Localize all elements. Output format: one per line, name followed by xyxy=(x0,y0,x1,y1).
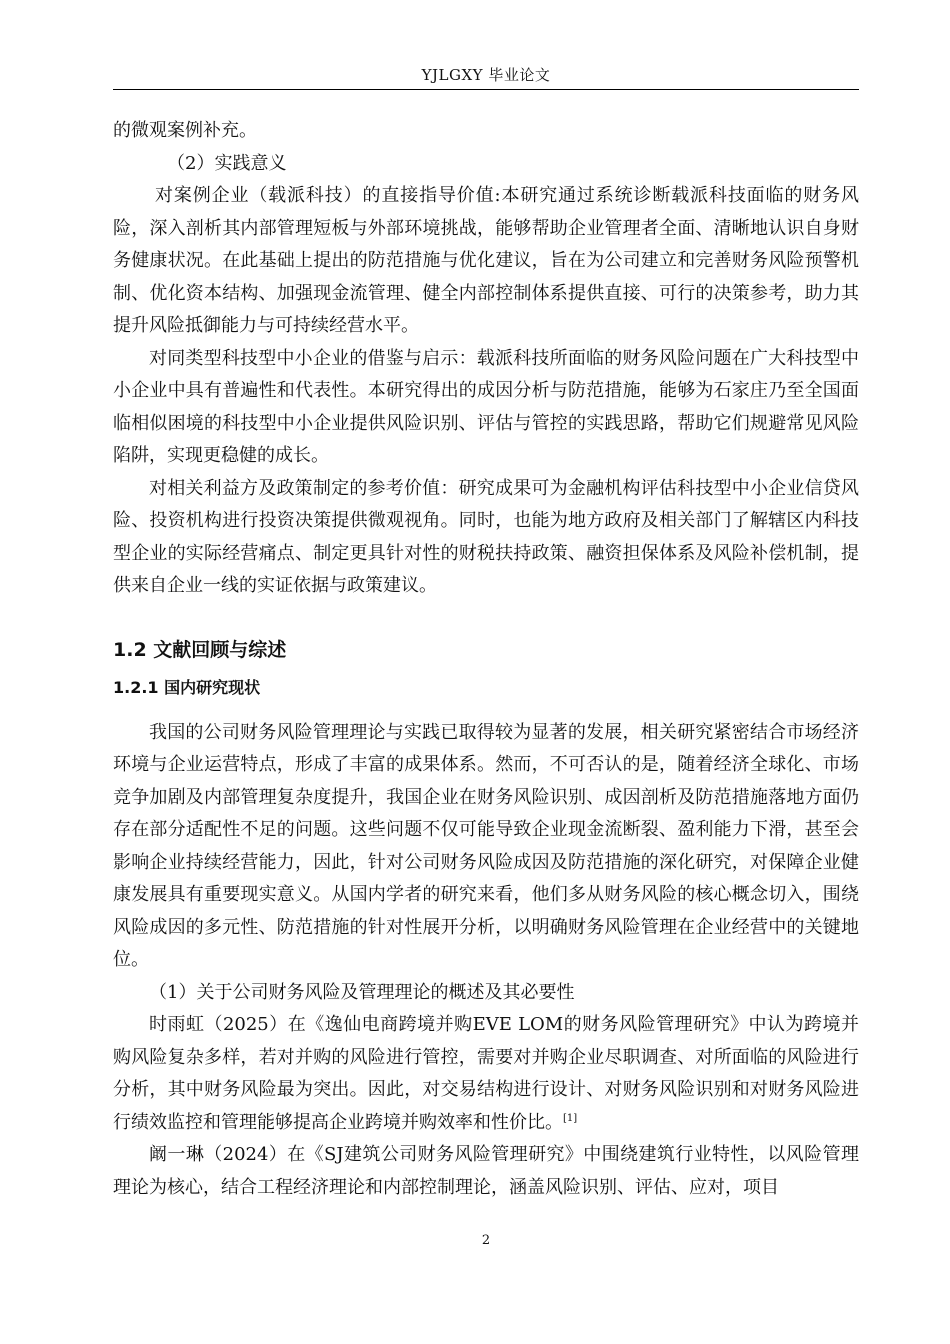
section-heading: 1.2 文献回顾与综述 xyxy=(113,638,287,661)
page-number: 2 xyxy=(481,1233,491,1248)
subsection-heading: 1.2.1 国内研究现状 xyxy=(113,677,261,697)
page-body xyxy=(113,115,859,1204)
citation-ref-1: [1] xyxy=(563,1112,578,1124)
paragraph-practice-2: 对同类型科技型中小企业的借鉴与启示：载派科技所面临的财务风险问题在广大科技型中小企业中具有普遍性和代表性。本研究得出的成因分析与防范措施，能够为石家庄乃至全国面临相似困境的科技型中小企业提供风险识别、评估与管控的实践思路，帮助它们规避常见风险陷阱，实现更稳健的成长。 xyxy=(113,347,859,466)
paragraph-continuation: 的微观案例补充。 xyxy=(113,120,257,141)
paragraph-shi-text: 时雨虹（2025）在《逸仙电商跨境并购EVE LOM的财务风险管理研究》中认为跨境并购风险复杂多样，若对并购的风险进行管控，需要对并购企业尽职调查、对所面临的风险进行分析，其中财务风险最为突出。因此，对交易结构进行设计、对财务风险识别和对财务风险进行绩效监控和管理能够提高企业跨境并购效率和性价比。 xyxy=(113,1014,859,1133)
paragraph-practice-1: 对案例企业（载派科技）的直接指导价值:本研究通过系统诊断载派科技面临的财务风险，深入剖析其内部管理短板与外部环境挑战，能够帮助企业管理者全面、清晰地认识自身财务健康状况。在此基础上提出的防范措施与优化建议，旨在为公司建立和完善财务风险预警机制、优化资本结构、加强现金流管理、健全内部控制体系提供直接、可行的决策参考，助力其提升风险抵御能力与可持续经营水平。 xyxy=(113,185,859,336)
paragraph-practice-3: 对相关利益方及政策制定的参考价值：研究成果可为金融机构评估科技型中小企业信贷风险、投资机构进行投资决策提供微观视角。同时，也能为地方政府及相关部门了解辖区内科技型企业的实际经营痛点、制定更具针对性的财税扶持政策、融资担保体系及风险补偿机制，提供来自企业一线的实证依据与政策建议。 xyxy=(113,477,859,596)
paragraph-domestic-research: 我国的公司财务风险管理理论与实践已取得较为显著的发展，相关研究紧密结合市场经济环境与企业运营特点，形成了丰富的成果体系。然而，不可否认的是，随着经济全球化、市场竞争加剧及内部管理复杂度提升，我国企业在财务风险识别、成因剖析及防范措施落地方面仍存在部分适配性不足的问题。这些问题不仅可能导致企业现金流断裂、盈利能力下滑，甚至会影响企业持续经营能力，因此，针对公司财务风险成因及防范措施的深化研究，对保障企业健康发展具有重要现实意义。从国内学者的研究来看，他们多从财务风险的核心概念切入，围绕风险成因的多元性、防范措施的针对性展开分析，以明确财务风险管理在企业经营中的关键地位。 xyxy=(113,721,859,970)
header-rule xyxy=(113,89,859,90)
running-header: YJLGXY 毕业论文 xyxy=(421,66,551,84)
paragraph-kan-yilin: 阚一琳（2024）在《SJ建筑公司财务风险管理研究》中围绕建筑行业特性，以风险管理理论为核心，结合工程经济理论和内部控制理论，涵盖风险识别、评估、应对，项目 xyxy=(113,1144,859,1198)
subheading-practical-significance: （2）实践意义 xyxy=(167,152,287,174)
subheading-overview: （1）关于公司财务风险及管理理论的概述及其必要性 xyxy=(149,981,575,1003)
paragraph-shi-yuhong xyxy=(113,1009,859,1139)
